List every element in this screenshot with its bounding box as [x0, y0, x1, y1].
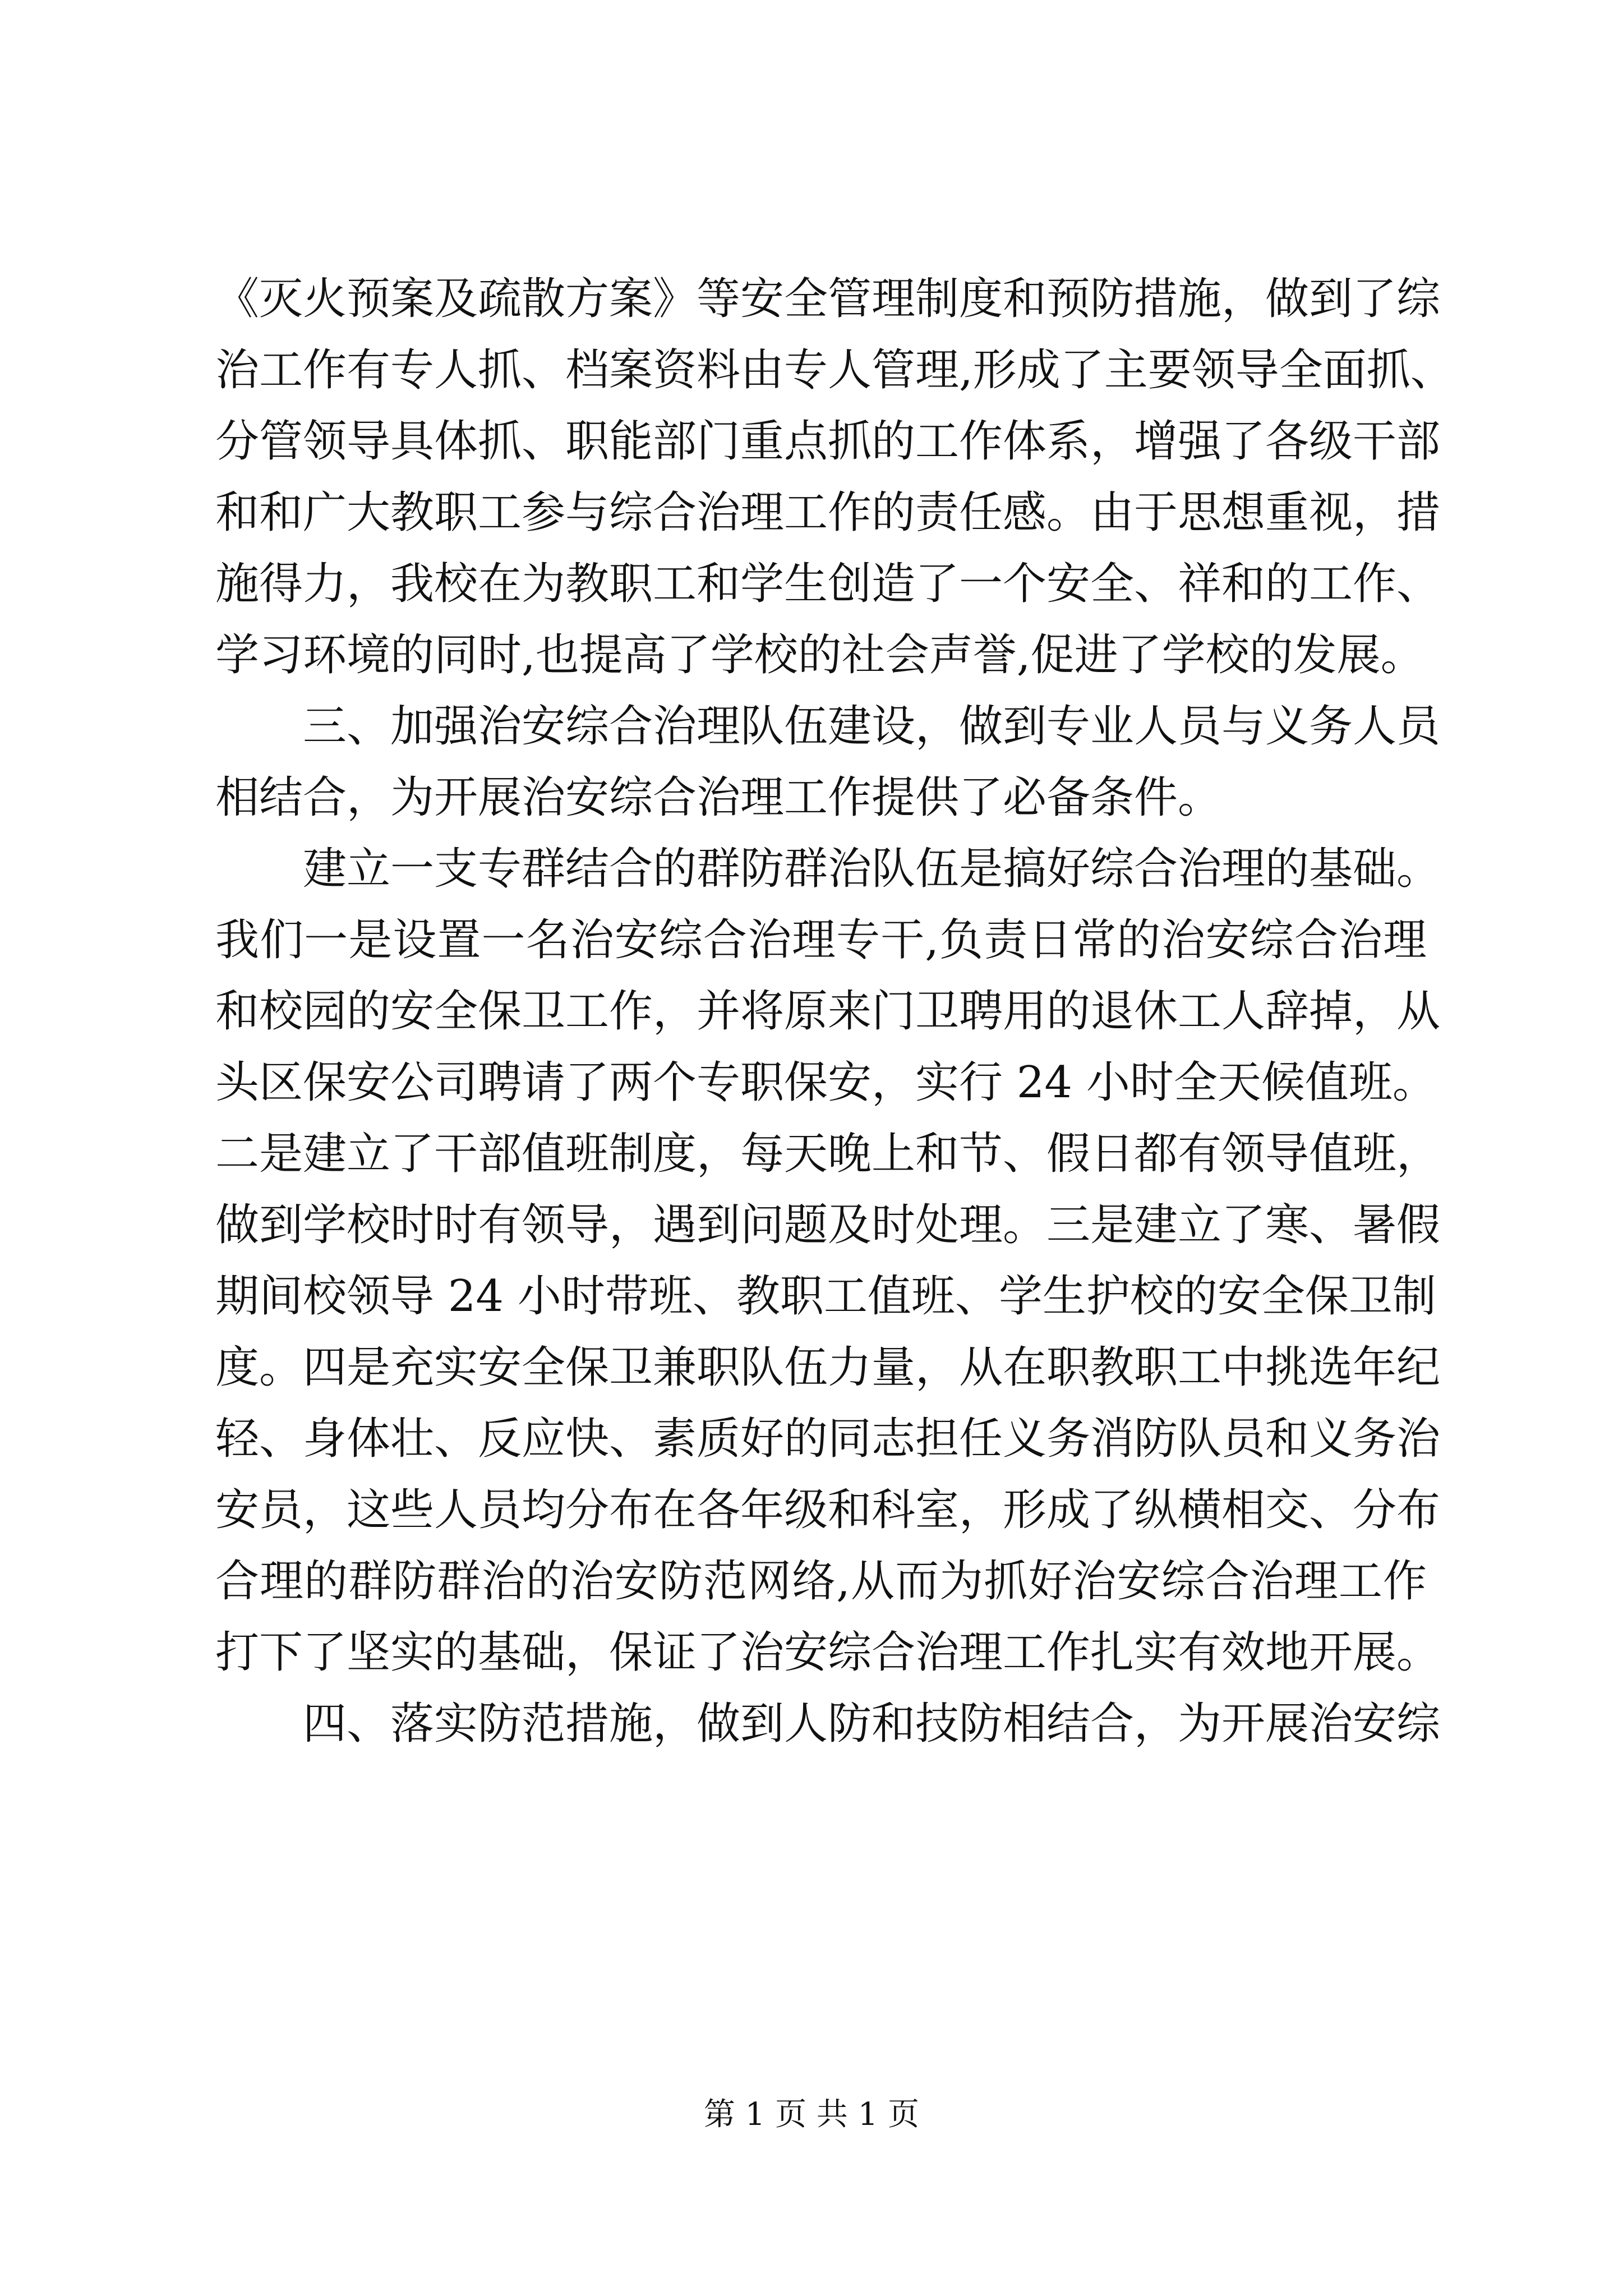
- text-line: 四、落实防范措施，做到人防和技防相结合，为开展治安综: [303, 1699, 1441, 1749]
- page-footer: 第 1 页 共 1 页: [703, 2096, 920, 2133]
- text-line: 学习环境的同时,也提高了学校的社会声誉,促进了学校的发展。: [215, 630, 1424, 680]
- text-line: 和校园的安全保卫工作，并将原来门卫聘用的退休工人辞掉，从: [215, 986, 1441, 1037]
- text-line: 分管领导具体抓、职能部门重点抓的工作体系，增强了各级干部: [215, 416, 1441, 467]
- text-line: 施得力，我校在为教职工和学生创造了一个安全、祥和的工作、: [215, 559, 1441, 609]
- text-line: 和和广大教职工参与综合治理工作的责任感。由于思想重视，措: [215, 487, 1441, 538]
- text-line: 我们一是设置一名治安综合治理专干,负责日常的治安综合治理: [215, 915, 1427, 965]
- text-line: 期间校领导 24 小时带班、教职工值班、学生护校的安全保卫制: [215, 1271, 1436, 1322]
- body-text: [215, 264, 1454, 1760]
- text-line: 合理的群防群治的治安防范网络,从而为抓好治安综合治理工作: [215, 1556, 1427, 1607]
- text-line: 头区保安公司聘请了两个专职保安，实行 24 小时全天候值班。: [215, 1057, 1436, 1108]
- text-line: 治工作有专人抓、档案资料由专人管理,形成了主要领导全面抓、: [215, 345, 1454, 395]
- text-line: 建立一支专群结合的群防群治队伍是搞好综合治理的基础。: [303, 844, 1441, 894]
- text-line: 打下了坚实的基础，保证了治安综合治理工作扎实有效地开展。: [215, 1627, 1441, 1678]
- text-line: 三、加强治安综合治理队伍建设，做到专业人员与义务人员: [303, 701, 1441, 752]
- text-line: 做到学校时时有领导，遇到问题及时处理。三是建立了寒、暑假: [215, 1200, 1441, 1250]
- text-line: 轻、身体壮、反应快、素质好的同志担任义务消防队员和义务治: [215, 1414, 1441, 1464]
- text-line: 二是建立了干部值班制度，每天晚上和节、假日都有领导值班，: [215, 1129, 1441, 1179]
- text-line: 安员，这些人员均分布在各年级和科室，形成了纵横相交、分布: [215, 1485, 1441, 1535]
- text-line: 《灭火预案及疏散方案》等安全管理制度和预防措施，做到了综: [215, 274, 1441, 324]
- text-line: 度。四是充实安全保卫兼职队伍力量，从在职教职工中挑选年纪: [215, 1342, 1441, 1393]
- text-line: 相结合，为开展治安综合治理工作提供了必备条件。: [215, 772, 1222, 823]
